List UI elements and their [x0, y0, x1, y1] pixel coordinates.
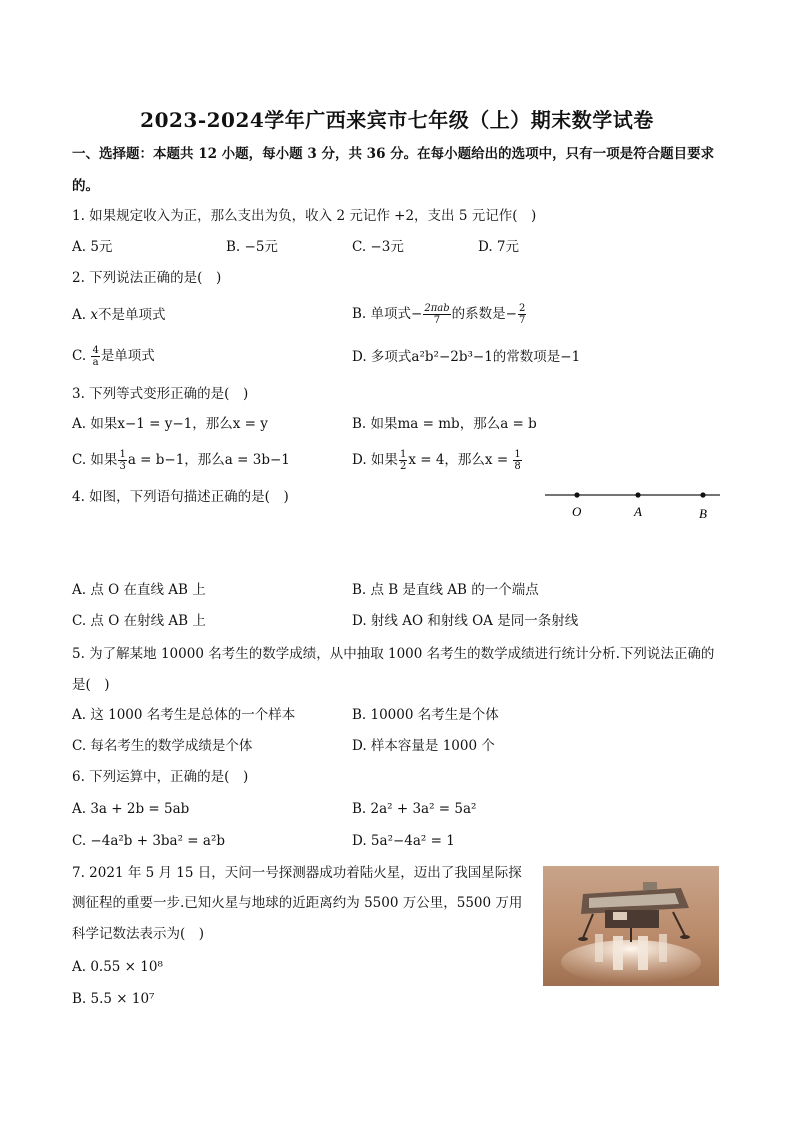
numerator: 4	[92, 345, 99, 356]
question-5-option-a: A. 这 1000 名考生是总体的一个样本	[72, 707, 296, 723]
question-3-stem: 3. 下列等式变形正确的是( )	[72, 386, 249, 402]
option-text: B. 单项式−	[352, 306, 423, 322]
option-text: a = b−1，那么a = 3b−1	[127, 452, 290, 468]
question-4-option-c: C. 点 O 在射线 AB 上	[72, 613, 206, 629]
question-3-option-c	[72, 446, 290, 474]
option-text: 不是单项式	[97, 307, 166, 323]
point-a	[635, 492, 640, 497]
page-title: 2023-2024学年广西来宾市七年级（上）期末数学试卷	[140, 108, 654, 132]
fraction	[423, 303, 450, 326]
option-text: C. 如果	[72, 452, 118, 468]
question-7-option-a: A. 0.55 × 10⁸	[72, 959, 163, 975]
question-6-option-c: C. −4a²b + 3ba² = a²b	[72, 833, 226, 849]
point-o	[574, 492, 579, 497]
denominator: 2	[399, 461, 407, 472]
question-7-stem-cont2: 科学记数法表示为( )	[72, 926, 205, 942]
section-heading-cont: 的。	[72, 178, 99, 194]
question-1-option-b: B. −5元	[226, 239, 278, 255]
question-2-option-a	[72, 306, 165, 324]
question-3-option-a: A. 如果x−1 = y−1，那么x = y	[72, 416, 268, 432]
numerator: 2πab	[424, 303, 450, 314]
fraction	[513, 449, 521, 472]
fraction	[91, 345, 99, 368]
question-6-stem: 6. 下列运算中，正确的是( )	[72, 769, 249, 785]
question-2-stem: 2. 下列说法正确的是( )	[72, 270, 222, 286]
line-figure	[545, 484, 720, 524]
question-1-stem: 1. 如果规定收入为正，那么支出为负，收入 2 元记作 +2，支出 5 元记作( )	[72, 208, 537, 224]
label-o: O	[572, 504, 582, 519]
numerator: 1	[119, 449, 126, 460]
option-text: 的系数是−	[451, 306, 517, 322]
question-5-option-d: D. 样本容量是 1000 个	[352, 738, 495, 754]
denominator: 7	[433, 315, 441, 326]
option-text: x = 4，那么x =	[408, 452, 513, 468]
question-6-option-b: B. 2a² + 3a² = 5a²	[352, 801, 477, 817]
question-5-stem-cont: 是( )	[72, 677, 110, 693]
numerator: 2	[518, 303, 526, 314]
question-6-option-d: D. 5a²−4a² = 1	[352, 833, 455, 849]
numerator: 1	[514, 449, 521, 460]
numerator: 1	[399, 449, 407, 460]
question-6-option-a: A. 3a + 2b = 5ab	[72, 801, 190, 817]
question-1-option-a: A. 5元	[72, 239, 113, 255]
question-2-option-d: D. 多项式a²b²−2b³−1的常数项是−1	[352, 349, 581, 365]
question-2-option-c	[72, 342, 155, 370]
label-b: B	[699, 506, 707, 521]
denominator: 8	[514, 461, 521, 472]
denominator: 7	[518, 315, 526, 326]
section-heading: 一、选择题：本题共 12 小题，每小题 3 分，共 36 分。在每小题给出的选项中，只有一项是符合题目要求	[72, 146, 715, 162]
question-3-option-d	[352, 446, 523, 474]
question-1-option-c: C. −3元	[352, 239, 404, 255]
question-5-option-b: B. 10000 名考生是个体	[352, 707, 499, 723]
question-4-option-b: B. 点 B 是直线 AB 的一个端点	[352, 582, 539, 598]
option-text: 是单项式	[100, 348, 155, 364]
fraction	[118, 449, 126, 472]
question-4-option-d: D. 射线 AO 和射线 OA 是同一条射线	[352, 613, 579, 629]
question-3-option-b: B. 如果ma = mb，那么a = b	[352, 416, 537, 432]
option-prefix: C.	[72, 348, 91, 364]
question-4-stem: 4. 如图，下列语句描述正确的是( )	[72, 489, 289, 505]
point-b	[700, 492, 705, 497]
question-1-option-d: D. 7元	[478, 239, 520, 255]
question-7-stem-cont: 测征程的重要一步.已知火星与地球的近距离约为 5500 万公里，5500 万用	[72, 895, 523, 911]
question-5-stem: 5. 为了解某地 10000 名考生的数学成绩，从中抽取 1000 名考生的数学成绩进行统计分析.下列说法正确的	[72, 646, 715, 662]
question-4-option-a: A. 点 O 在直线 AB 上	[72, 582, 206, 598]
option-prefix: A.	[72, 307, 91, 323]
label-a: A	[634, 504, 642, 519]
variable: x	[90, 307, 98, 323]
question-7-stem: 7. 2021 年 5 月 15 日，天问一号探测器成功着陆火星，迈出了我国星际探	[72, 865, 522, 881]
question-7-option-b: B. 5.5 × 10⁷	[72, 991, 155, 1007]
fraction	[399, 449, 407, 472]
fraction	[518, 303, 526, 326]
denominator: 3	[119, 461, 126, 472]
denominator: a	[92, 357, 99, 368]
option-text: D. 如果	[352, 452, 398, 468]
question-2-option-b	[352, 300, 527, 328]
mars-lander-image	[543, 866, 719, 986]
question-5-option-c: C. 每名考生的数学成绩是个体	[72, 738, 253, 754]
